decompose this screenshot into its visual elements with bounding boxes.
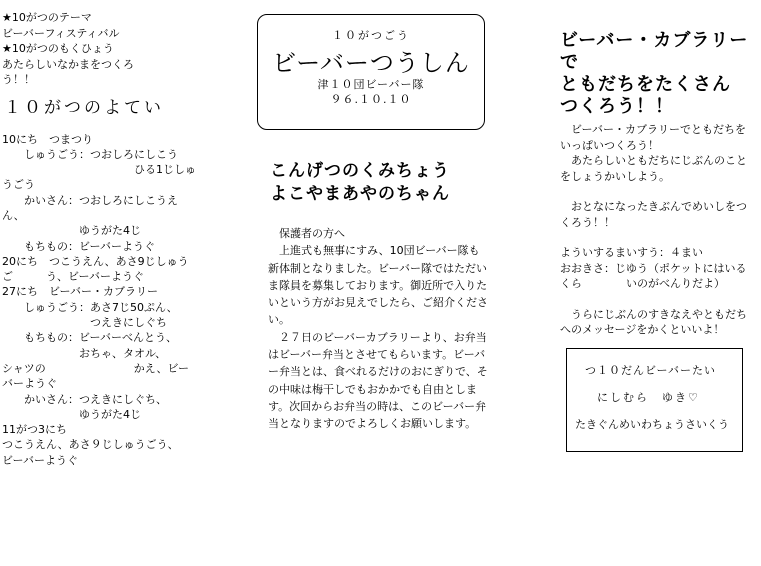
schedule-row: ひる1じしゅ [2, 163, 196, 177]
schedule-row: かいさん：つえきにしぐち、 [2, 392, 167, 406]
schedule-row: バーようぐ [2, 377, 57, 391]
schedule-list [2, 132, 202, 469]
masthead-box [257, 14, 485, 130]
schedule-row: おちゃ、タオル、 [2, 346, 167, 360]
theme-line: あたらしいなかまをつくろ [2, 57, 134, 71]
left-column [2, 10, 202, 468]
schedule-row: ん、 [2, 208, 25, 222]
rally-paragraph: よういするまいすう：４まい おおきさ：じゆう（ポケットにはいるくら いのがべんりだよ） [560, 246, 747, 290]
issue-kicker: １０がつごう [332, 29, 410, 42]
signature-troop: つ１０だんビーバーたい [585, 364, 717, 377]
schedule-row: ビーバーようぐ [2, 453, 79, 467]
leader-heading [270, 160, 490, 206]
schedule-row: 27にち ビーバー・カブラリー [2, 285, 159, 299]
signature-name: にしむら ゆき♡ [597, 391, 700, 404]
schedule-row: ご う、ビーバーようぐ [2, 270, 145, 284]
schedule-row: しゅうごう：あさ7じ50ぷん、 [2, 300, 178, 314]
heading-line: ともだちをたくさん [560, 74, 731, 95]
schedule-row: ゆうがた4じ [2, 407, 141, 421]
schedule-row: つこうえん、あさ９じしゅうごう、 [2, 438, 179, 452]
heading-line: よこやまあやのちゃん [270, 184, 450, 204]
heading-line: つくろう！！ [560, 96, 674, 117]
parents-notice [268, 225, 490, 433]
schedule-row: かいさん：つおしろにしこうえ [2, 193, 178, 207]
schedule-row: 11がつ3にち [2, 423, 67, 437]
newsletter-title: ビーバーつうしん [272, 49, 470, 77]
schedule-row: つえきにしぐち [2, 316, 167, 330]
notice-paragraph: 上進式も無事にすみ、10団ビーバー隊も新体制となりました。ビーバー隊ではただいま隊員を募集しております。御近所で入りたいという方がお見えでしたら、ご紹介ください。 [268, 244, 488, 327]
signature-box [566, 348, 743, 452]
theme-block [2, 10, 202, 88]
rally-heading [560, 30, 760, 118]
rally-paragraph: おとなになったきぶんでめいしをつくろう！！ [560, 200, 747, 229]
issue-date: ９６.１０.１０ [330, 93, 412, 106]
schedule-row: もちもの：ビーバーべんとう、 [2, 331, 178, 345]
troop-name: 津１０団ビーバー隊 [317, 78, 425, 91]
theme-line: ★10がつのもくひょう [2, 42, 114, 55]
notice-paragraph: ２７日のビーバーカブラリーより、お弁当はビーバー弁当とさせてもらいます。ビーバー弁当とは、食べれるだけのおにぎりで、その中味は梅干しでもおかかでも自由とします。次回からお弁当の時は、このビーバー弁当となりますのでよろしくお願いします。 [268, 330, 488, 431]
rally-instructions [560, 122, 750, 353]
schedule-title: １０がつのよてい [4, 97, 164, 118]
theme-line: う！！ [2, 73, 35, 86]
schedule-row: 20にち つこうえん、あさ9じしゅう [2, 254, 189, 268]
schedule-row: うごう [2, 178, 35, 192]
schedule-row: シャツの かえ、ビー [2, 361, 189, 375]
signature-address: たきぐんめいわちょうさいくう [575, 418, 729, 431]
heading-line: こんげつのくみちょう [270, 161, 450, 181]
schedule-row: 10にち つまつり [2, 132, 93, 146]
schedule-row: しゅうごう：つおしろにしこう [2, 147, 178, 161]
schedule-row: もちもの：ビーバーようぐ [2, 239, 156, 253]
heading-line: で [560, 52, 579, 73]
salutation: 保護者の方へ [279, 227, 345, 240]
theme-line: ビーバーフィスティバル [2, 26, 120, 40]
heading-line: ビーバー・カブラリー [560, 30, 749, 51]
rally-paragraph: うらにじぶんのすきなえやともだちへのメッセージをかくといいよ！ [560, 307, 747, 336]
theme-line: ★10がつのテーマ [2, 11, 92, 24]
schedule-row: ゆうがた4じ [2, 224, 141, 238]
rally-paragraph: ビーバー・カブラリーでともだちをいっぱいつくろう！ あたらしいともだちにじぶんのことをしょうかいしよう。 [560, 123, 747, 183]
